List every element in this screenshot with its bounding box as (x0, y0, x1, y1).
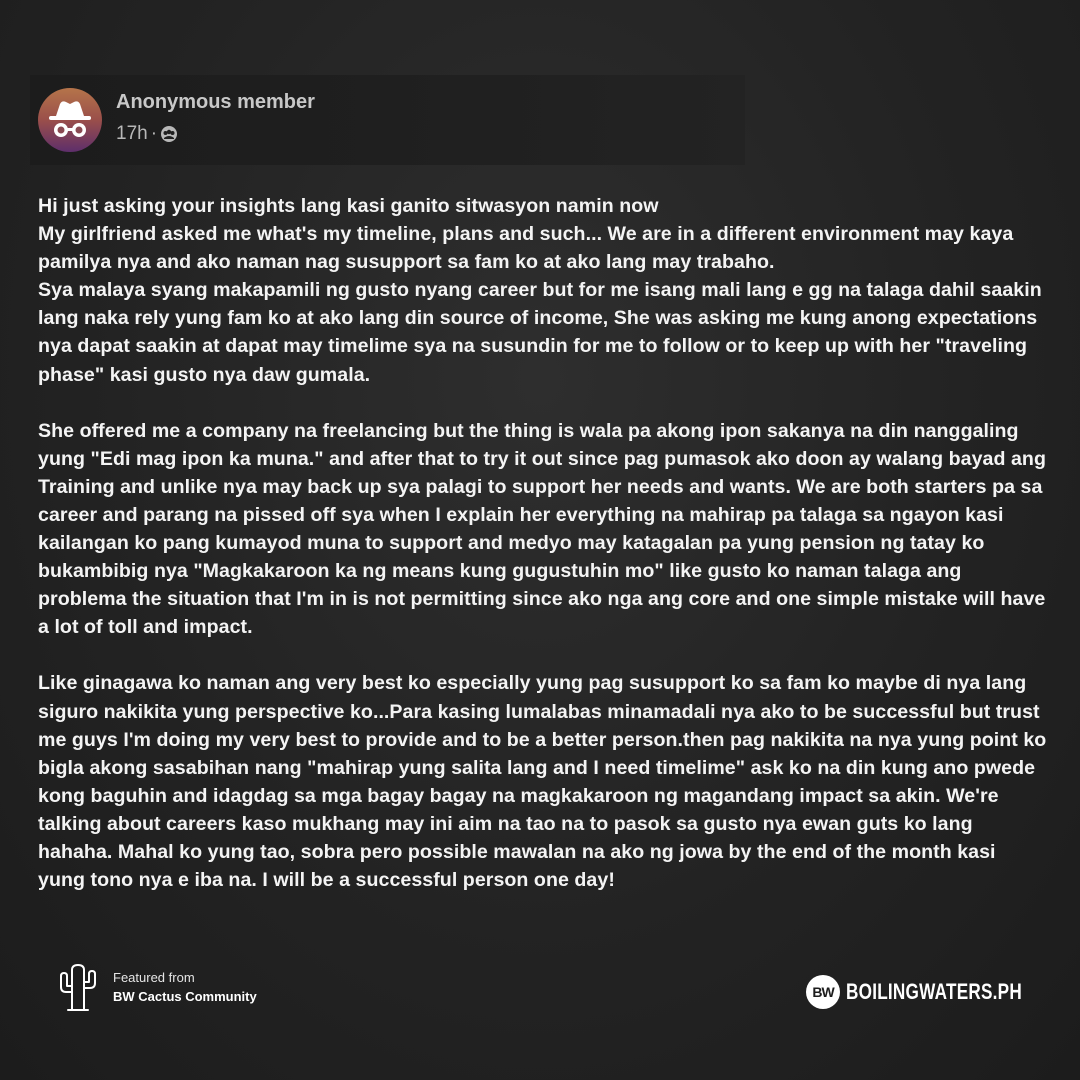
avatar[interactable] (38, 88, 102, 152)
brand (806, 975, 1072, 1009)
community-name[interactable]: BW Cactus Community (113, 989, 257, 1004)
post-time[interactable]: 17h (116, 123, 148, 144)
post-meta (116, 123, 178, 145)
post-header (30, 75, 745, 165)
post-paragraph: She offered me a company na freelancing but the thing is wala pa akong ipon sakanya na din nanggaling yung "Edi mag ipon ka muna." and after that to try it out since pag pumasok ako doon ay walang bayad ang Training and unlike nya may back up sya palagi to support her needs and wants. We are both starters pa sa career and parang na pissed off sya when I explain her everything na mahirap pa talaga sa ngayon kasi kailangan ko pang kumayod muna to support and medyo may katagalan pa yung pension ng tatay ko bukambibig nya "Magkakaroon ka ng means kung gugustuhin mo" like gusto ko naman talaga ang problema the situation that I'm in is not permitting since ako nga ang core and one simple mistake will have a lot of toll and impact. (38, 419, 1046, 639)
incognito-icon (38, 88, 102, 152)
featured-text (113, 968, 257, 1006)
brand-name: BOILINGWATERS.PH (846, 979, 1022, 1004)
post-body (38, 192, 1048, 922)
post-paragraph: Hi just asking your insights lang kasi ganito sitwasyon namin now My girlfriend asked me what's my timeline, plans and such... We are in a different environment may kaya pamilya nya and ako naman nag susupport sa fam ko at ako lang may trabaho. Sya malaya syang makapamili ng gusto nyang career but for me isang mali lang e gg na talaga dahil saakin lang naka rely yung fam ko at ako lang din source of income, She was asking me kung anong expectations nya dapat saakin at dapat may timelime sya na susundin for me to follow or to keep up with her "traveling phase" kasi gusto nya daw gumala. (38, 195, 1042, 386)
brand-logo: BW (806, 975, 840, 1009)
featured-from (58, 962, 257, 1012)
time-separator: · (150, 123, 158, 144)
featured-label: Featured from (113, 970, 195, 985)
post-paragraph: Like ginagawa ko naman ang very best ko especially yung pag susupport ko sa fam ko maybe di nya lang siguro nakikita yung perspective ko...Para kasing lumalabas minamadali nya ako to be successful but trust me guys I'm doing my very best to provide and to be a better person.then pag nakikita na nya yung point ko bigla akong sasabihan nang "mahirap yung salita lang and I need timelime" ask ko na din kung ano pwede kong baguhin and idagdag sa mga bagay bagay na magkakaroon ng magandang impact sa akin. We're talking about careers kaso mukhang may ini aim na tao na to pasok sa gusto nya ewan guts ko lang hahaha. Mahal ko yung tao, sobra pero possible mawalan na ako ng jowa by the end of the month kasi yung tono nya e iba na. I will be a successful person one day! (38, 672, 1047, 892)
group-icon (160, 125, 178, 143)
author-name[interactable]: Anonymous member (116, 91, 315, 113)
cactus-icon (58, 962, 98, 1012)
